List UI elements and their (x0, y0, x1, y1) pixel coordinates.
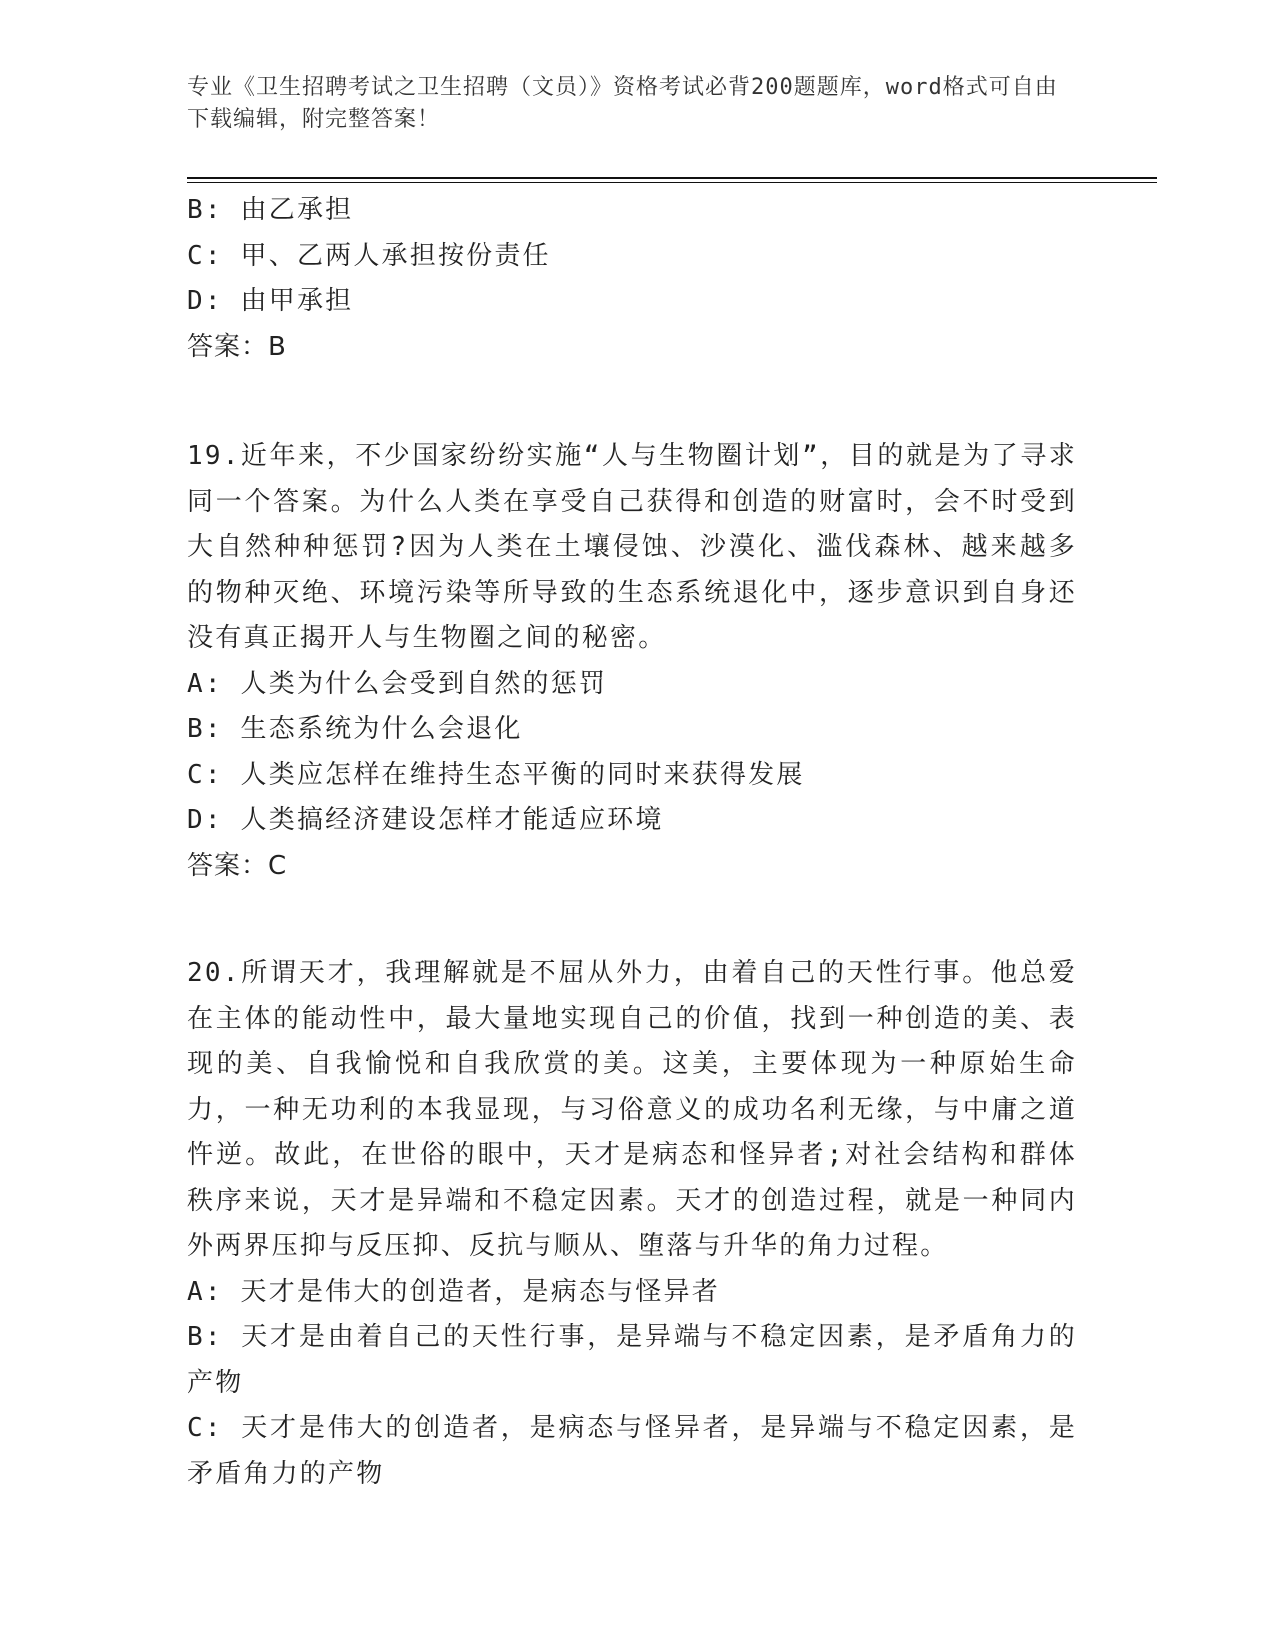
document-header: 专业《卫生招聘考试之卫生招聘（文员）》资格考试必背200题题库，word格式可自由下载编辑，附完整答案！ (187, 75, 1058, 132)
answer-line: 答案：C (187, 850, 288, 881)
question-stem: 19.近年来，不少国家纷纷实施“人与生物圈计划”，目的就是为了寻求同一个答案。为什么人类在享受自己获得和创造的财富时，会不时受到大自然种种惩罚?因为人类在土壤侵蚀、沙漠化、滥伐森林、越来越多的物种灭绝、环境污染等所导致的生态系统退化中，逐步意识到自身还没有真正揭开人与生物圈之间的秘密。 (187, 441, 1077, 653)
question-20 (187, 951, 1077, 1497)
option-d: D: 人类搞经济建设怎样才能适应环境 (187, 805, 664, 835)
option-b: B: 天才是由着自己的天性行事，是异端与不稳定因素，是矛盾角力的产物 (187, 1322, 1077, 1398)
option-c: C: 人类应怎样在维持生态平衡的同时来获得发展 (187, 759, 805, 790)
answer-line: 答案：B (187, 331, 287, 362)
option-b: B: 由乙承担 (187, 195, 354, 225)
question-19 (187, 434, 1077, 889)
option-b: B: 生态系统为什么会退化 (187, 714, 523, 744)
document-body (187, 188, 1077, 1497)
question-stem: 20.所谓天才，我理解就是不屈从外力，由着自己的天性行事。他总爱在主体的能动性中，最大量地实现自己的价值，找到一种创造的美、表现的美、自我愉悦和自我欣赏的美。这美，主要体现为一种原始生命力，一种无功利的本我显现，与习俗意义的成功名利无缘，与中庸之道忤逆。故此，在世俗的眼中，天才是病态和怪异者;对社会结构和群体秩序来说，天才是异端和不稳定因素。天才的创造过程，就是一种同内外两界压抑与反压抑、反抗与顺从、堕落与升华的角力过程。 (187, 958, 1077, 1261)
header-divider (187, 177, 1157, 183)
option-a: A: 人类为什么会受到自然的惩罚 (187, 668, 608, 699)
question-18-tail (187, 188, 1077, 370)
question-gap (187, 370, 1077, 416)
question-gap (187, 889, 1077, 935)
option-a: A: 天才是伟大的创造者，是病态与怪异者 (187, 1276, 720, 1307)
option-c: C: 天才是伟大的创造者，是病态与怪异者，是异端与不稳定因素，是矛盾角力的产物 (187, 1413, 1077, 1489)
option-d: D: 由甲承担 (187, 286, 354, 316)
option-c: C: 甲、乙两人承担按份责任 (187, 240, 551, 271)
